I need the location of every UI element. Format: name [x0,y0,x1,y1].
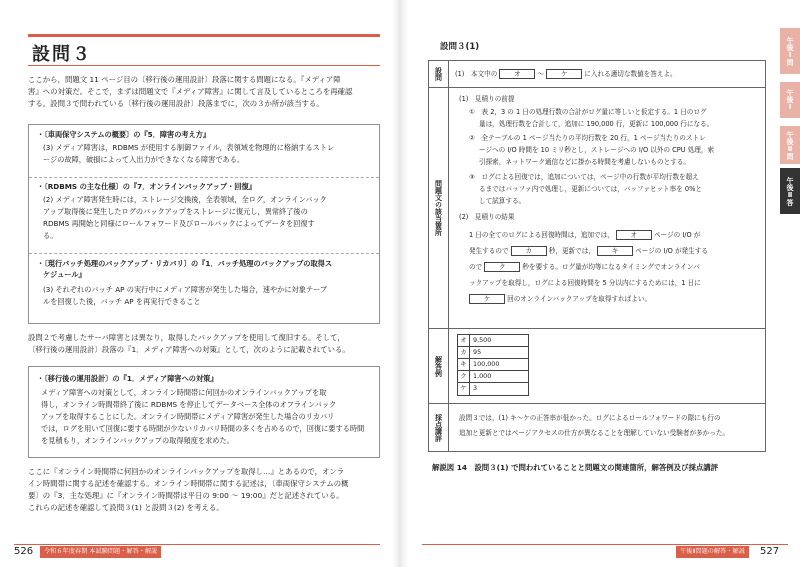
question-suffix: に入れる適切な数値を答えよ。 [584,70,677,78]
result-line [469,243,708,259]
quote-heading: ・〔RDBMS の主な仕様〕の『7．オンラインバックアップ・回復』 [37,182,256,191]
blank-ke: ケ [469,294,505,304]
quote-body [41,387,364,447]
blank-o: オ [616,230,652,240]
quote-line: を見積もり，オンラインバックアップの取得頻度を求めた。 [41,436,234,445]
quote-line: メディア障害への対策として，オンライン時間帯に何回かのオンラインバックアップを取 [41,388,327,397]
right-page [408,0,800,567]
quote-box-1 [28,124,380,324]
quote-heading-line: ・〔現行バッチ処理のバックアップ・リカバリ〕の『1．バッチ処理のバックアップの取得ス [37,259,333,268]
mid-line: 設問２で考慮したサーバ障害とは異なり，取得したバックアップを使用して復旧する。そして， [28,333,345,342]
quote-heading [37,258,332,280]
quote-section-2 [29,177,379,251]
answer-key: オ [458,335,470,346]
result-text: 秒，更新では， [548,247,595,255]
blank-ki: キ [597,246,633,256]
question-title: 設問３(1) [440,42,480,52]
side-tab-1: 午後Ⅰ問 [780,28,800,74]
intro-paragraph [28,74,384,110]
related-item-1 [469,106,713,130]
blank-ka: カ [511,246,547,256]
quote-line: (3) メディア障害は，RDBMS が使用する制御ファイル，表領域を物理的に格納するストレ [43,143,335,152]
related-line: 量は，処理行数を合計して，追加に 190,000 行，更新に 100,000 行になる。 [479,120,714,128]
outro-line: イン時間帯に関する記述を確認する。オンライン時間帯に関する記述は，〔車両保守システムの概 [28,479,349,488]
footer-rule [422,544,788,545]
quote-line: アップを取得することにした。オンライン時間帯にメディア障害が発生した場合のリカバリ [41,412,335,421]
answer-key: キ [458,359,470,370]
quote-line: では，ログを用いて回復に要する時間が少ないリカバリ時間の多くを占めるので，回復に要する時間 [41,424,365,433]
quote-line: ルを回復した後，バッチ AP を再実行できること [43,297,201,306]
quote-line: る。 [43,231,58,240]
quote-box-2 [28,366,380,458]
intro-line: ここから，問題文 11 ページ目の〔移行後の運用設計〕段落に関する問題になる。『メディア障 [28,75,341,84]
middle-paragraph [28,332,384,356]
row-label-question: 設問 [429,61,449,87]
answer-key: ク [458,371,470,382]
blank-ke: ケ [546,69,582,79]
section-title: 設問３ [32,44,92,65]
mid-line: 〔移行後の運用設計〕段落の『1．メディア障害への対策』として，次のように記載されている。 [28,345,350,354]
quote-line: ージの故障，破損によって入出力ができなくなる障害である。 [43,155,245,164]
answer-value: 95 [473,348,482,356]
quote-body [43,194,327,242]
side-tab-4: 午後Ⅱ答 [780,168,800,214]
result-text: ページの I/O が [653,231,701,239]
figure-caption: 解説図 14 設問３(1) で問われていることと問題文の関連箇所，解答例及び採点講評 [432,463,719,472]
row-label-related: 問題文の該当箇所 [429,88,449,328]
answer-value: 9,500 [473,336,492,344]
quote-heading: ・〔車両保守システムの概要〕の『5．障害の考え方』 [37,130,211,139]
result-line [469,259,708,275]
book-gutter [392,0,408,567]
quote-line: (2) メディア障害発生時には，ストレージ交換後，全表領域，全ログ，オンラインバック [43,195,327,204]
question-text [455,68,677,80]
result-text: ックアップを取得し，ログによる回復時間を 5 分以内にするためには，1 日に [469,279,701,287]
section-title-bar [28,34,380,66]
result-line [469,291,708,307]
related-line: ージへの I/O 時間を 10 ミリ秒とし，ストレージへの I/O 以外の CPU 処理，索 [479,146,715,154]
left-page [0,0,392,567]
row-divider [429,328,765,329]
answer-table [457,334,529,396]
related-line: るまではバッファ内で処理し，更新については，バッファヒット率を 0%と [479,185,702,193]
quote-line: (3) それぞれのバッチ AP の実行中にメディア障害が発生した場合，速やかに対象テーブ [43,285,328,294]
outro-paragraph [28,466,384,514]
footer-label: 令和６年度春期 本試験問題・解答・解説 [40,546,161,558]
related-line: ① 表 2，3 の 1 日の処理行数の合計がログ量に等しいと仮定する。1 日のログ [469,108,707,116]
quote-line: RDBMS 再開始と同様にロールフォワード及びロールバックによってデータを回復す [43,219,315,228]
related-line: ② 全テーブルの 1 ページ当たりの平均行数を 20 行，1 ページ当たりのストレ [469,134,706,142]
grading-comment [459,411,729,441]
related-line: して試算する。 [479,197,526,205]
quote-body [43,142,334,166]
quote-section-1 [29,129,379,179]
footer-label: 午後Ⅱ問題の解答・解説 [676,546,749,558]
answer-row [458,371,528,383]
page-number: 526 [14,546,34,557]
footer-rule [14,544,380,545]
result-text: ページの I/O が発生する [635,247,708,255]
row-divider [429,87,765,88]
outro-line: これらの記述を確認して設問３(1) と設問３(2) を考える。 [28,503,224,512]
result-text: ので [469,263,483,271]
page-number: 527 [760,546,780,557]
quote-line: 得し，オンライン時間帯終了後に RDBMS を停止してデータベース全体のオフラインバック [41,400,337,409]
comment-line: 追加と更新とではページアクセスの仕方が異なることを理解していない受験者が多かった。 [459,429,730,437]
quote-body [43,284,327,308]
row-label-comment: 採点講評 [429,404,449,451]
result-text: 回のオンラインバックアップを取得すればよい。 [507,295,652,303]
answer-value: 3 [473,384,478,392]
tilde: 〜 [537,70,545,78]
related-item-2 [469,132,714,168]
answer-value: 1,000 [473,372,492,380]
blank-o: オ [499,69,535,79]
answer-row [458,359,528,371]
side-tab-2: 午後Ⅰ [780,82,800,118]
explanation-table [428,60,766,452]
question-prefix: (1) 本文中の [455,70,498,78]
related-line: ③ ログによる回復では，追加については，ページ中の行数が平均行数を超え [469,173,699,181]
related-item-3 [469,171,702,207]
quote-heading: ・〔移行後の運用設計〕の『1．メディア障害への対策』 [37,374,218,383]
row-divider [429,403,765,404]
related-heading-1: (1) 見積りの前提 [459,95,515,103]
blank-ku: ク [484,262,520,272]
result-line [469,227,708,243]
related-line: 引探索，ネットワーク通信などに掛かる時間を考慮しないものとする。 [479,158,690,166]
result-text: 発生するので [469,247,509,255]
quote-section-3 [29,253,379,323]
answer-value: 100,000 [473,360,500,368]
outro-line: 要〕の『3．主な処理』に『オンライン時間帯は平日の 9:00 〜 19:00』だと記述されている。 [28,491,344,500]
result-text: 秒を要する。ログ量が均等になるタイミングでオンラインバ [522,263,700,271]
result-text: 1 日の全てのログによる回復時間は，追加では， [469,231,614,239]
result-line [469,275,708,291]
comment-line: 設問３では，(1) キ〜ケの正答率が低かった。ログによるロールフォワードの際にも行の [459,414,721,422]
side-tab-3: 午後Ⅱ問 [780,126,800,164]
answer-key: ケ [458,383,470,395]
related-result [469,227,708,307]
answer-key: カ [458,347,470,358]
intro-line: 害』への対策だ。そこで，まずは問題文で『メディア障害』に関して言及しているところを再確認 [28,87,353,96]
row-label-answer: 解答例 [429,329,449,403]
outro-line: ここに『オンライン時間帯に何回かのオンラインバックアップを取得し…』とあるので，オンラ [28,467,345,476]
quote-heading-line: ケジュール』 [43,270,86,279]
related-heading-2: (2) 見積りの結果 [459,213,515,221]
answer-row [458,335,528,347]
answer-row [458,383,528,395]
answer-row [458,347,528,359]
quote-line: アップ取得後に発生したログのバックアップをストレージに復元し，異常終了後の [43,207,308,216]
intro-line: する。設問３で問われている〔移行後の運用設計〕段落までに，次の３か所が該当する。 [28,99,324,108]
